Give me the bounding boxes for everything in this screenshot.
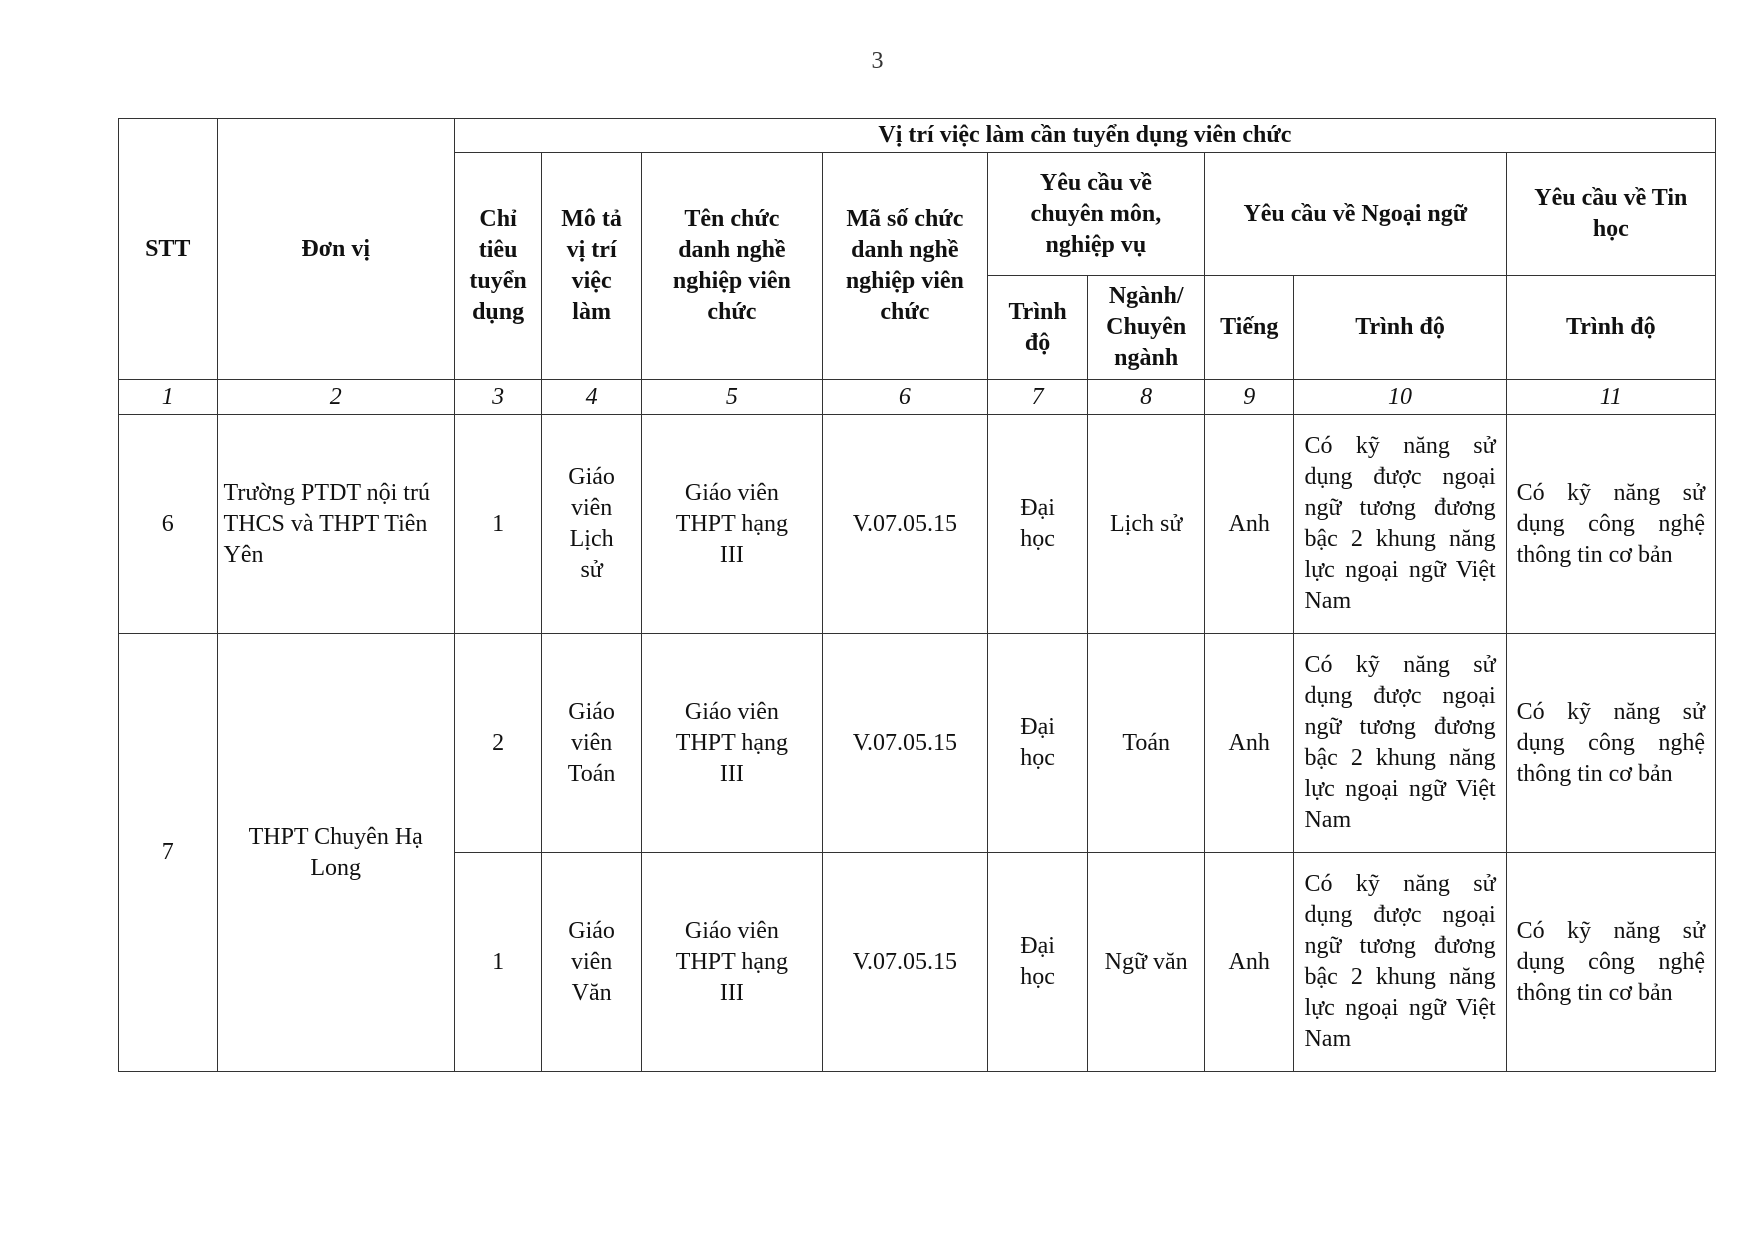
cell-level: Đại học: [987, 634, 1088, 853]
cell-it-level: Có kỹ năng sử dụng công nghệ thông tin cơ bản: [1506, 634, 1715, 853]
cell-language: Anh: [1204, 415, 1293, 634]
header-it-level: Trình độ: [1506, 276, 1715, 380]
cell-lang-level: Có kỹ năng sử dụng được ngoại ngữ tương đương bậc 2 khung năng lực ngoại ngữ Việt Nam: [1294, 853, 1506, 1072]
table-row: [119, 415, 1716, 634]
cell-lang-level: Có kỹ năng sử dụng được ngoại ngữ tương đương bậc 2 khung năng lực ngoại ngữ Việt Nam: [1294, 634, 1506, 853]
column-number: 11: [1506, 380, 1715, 415]
column-number-row: [119, 380, 1716, 415]
cell-unit: THPT Chuyên Hạ Long: [217, 634, 454, 1072]
column-number: 5: [641, 380, 822, 415]
cell-major: Toán: [1088, 634, 1205, 853]
header-group-title: Vị trí việc làm cần tuyển dụng viên chức: [454, 119, 1715, 153]
cell-quota: 1: [454, 853, 541, 1072]
column-number: 4: [542, 380, 642, 415]
header-lang-level: Trình độ: [1294, 276, 1506, 380]
column-number: 2: [217, 380, 454, 415]
cell-level: Đại học: [987, 853, 1088, 1072]
cell-it-level: Có kỹ năng sử dụng công nghệ thông tin cơ bản: [1506, 853, 1715, 1072]
cell-quota: 2: [454, 634, 541, 853]
header-position-desc: Mô tả vị trí việc làm: [542, 153, 642, 380]
header-major: Ngành/ Chuyên ngành: [1088, 276, 1205, 380]
column-number: 6: [822, 380, 987, 415]
cell-it-level: Có kỹ năng sử dụng công nghệ thông tin cơ bản: [1506, 415, 1715, 634]
cell-stt: 7: [119, 634, 218, 1072]
header-title-code: Mã số chức danh nghề nghiệp viên chức: [822, 153, 987, 380]
cell-title-name: Giáo viên THPT hạng III: [641, 634, 822, 853]
table-row: [119, 634, 1716, 853]
page-number: 3: [871, 48, 884, 74]
cell-title-code: V.07.05.15: [822, 634, 987, 853]
header-professional-req: Yêu cầu về chuyên môn, nghiệp vụ: [987, 153, 1204, 276]
cell-language: Anh: [1204, 634, 1293, 853]
cell-position-desc: Giáo viên Toán: [542, 634, 642, 853]
header-title-name: Tên chức danh nghề nghiệp viên chức: [641, 153, 822, 380]
column-number: 9: [1204, 380, 1293, 415]
header-unit: Đơn vị: [217, 119, 454, 380]
column-number: 3: [454, 380, 541, 415]
cell-language: Anh: [1204, 853, 1293, 1072]
header-stt: STT: [119, 119, 218, 380]
header-quota: Chỉ tiêu tuyển dụng: [454, 153, 541, 380]
cell-title-name: Giáo viên THPT hạng III: [641, 415, 822, 634]
header-it-req: Yêu cầu về Tin học: [1506, 153, 1715, 276]
header-level: Trình độ: [987, 276, 1088, 380]
header-language: Tiếng: [1204, 276, 1293, 380]
cell-quota: 1: [454, 415, 541, 634]
cell-unit: Trường PTDT nội trú THCS và THPT Tiên Yên: [217, 415, 454, 634]
column-number: 7: [987, 380, 1088, 415]
recruitment-table: [118, 118, 1716, 1072]
cell-major: Ngữ văn: [1088, 853, 1205, 1072]
header-foreign-lang-req: Yêu cầu về Ngoại ngữ: [1204, 153, 1506, 276]
cell-position-desc: Giáo viên Văn: [542, 853, 642, 1072]
cell-position-desc: Giáo viên Lịch sử: [542, 415, 642, 634]
cell-level: Đại học: [987, 415, 1088, 634]
cell-title-name: Giáo viên THPT hạng III: [641, 853, 822, 1072]
cell-lang-level: Có kỹ năng sử dụng được ngoại ngữ tương đương bậc 2 khung năng lực ngoại ngữ Việt Nam: [1294, 415, 1506, 634]
column-number: 10: [1294, 380, 1506, 415]
cell-title-code: V.07.05.15: [822, 853, 987, 1072]
column-number: 1: [119, 380, 218, 415]
cell-title-code: V.07.05.15: [822, 415, 987, 634]
column-number: 8: [1088, 380, 1205, 415]
cell-stt: 6: [119, 415, 218, 634]
cell-major: Lịch sử: [1088, 415, 1205, 634]
